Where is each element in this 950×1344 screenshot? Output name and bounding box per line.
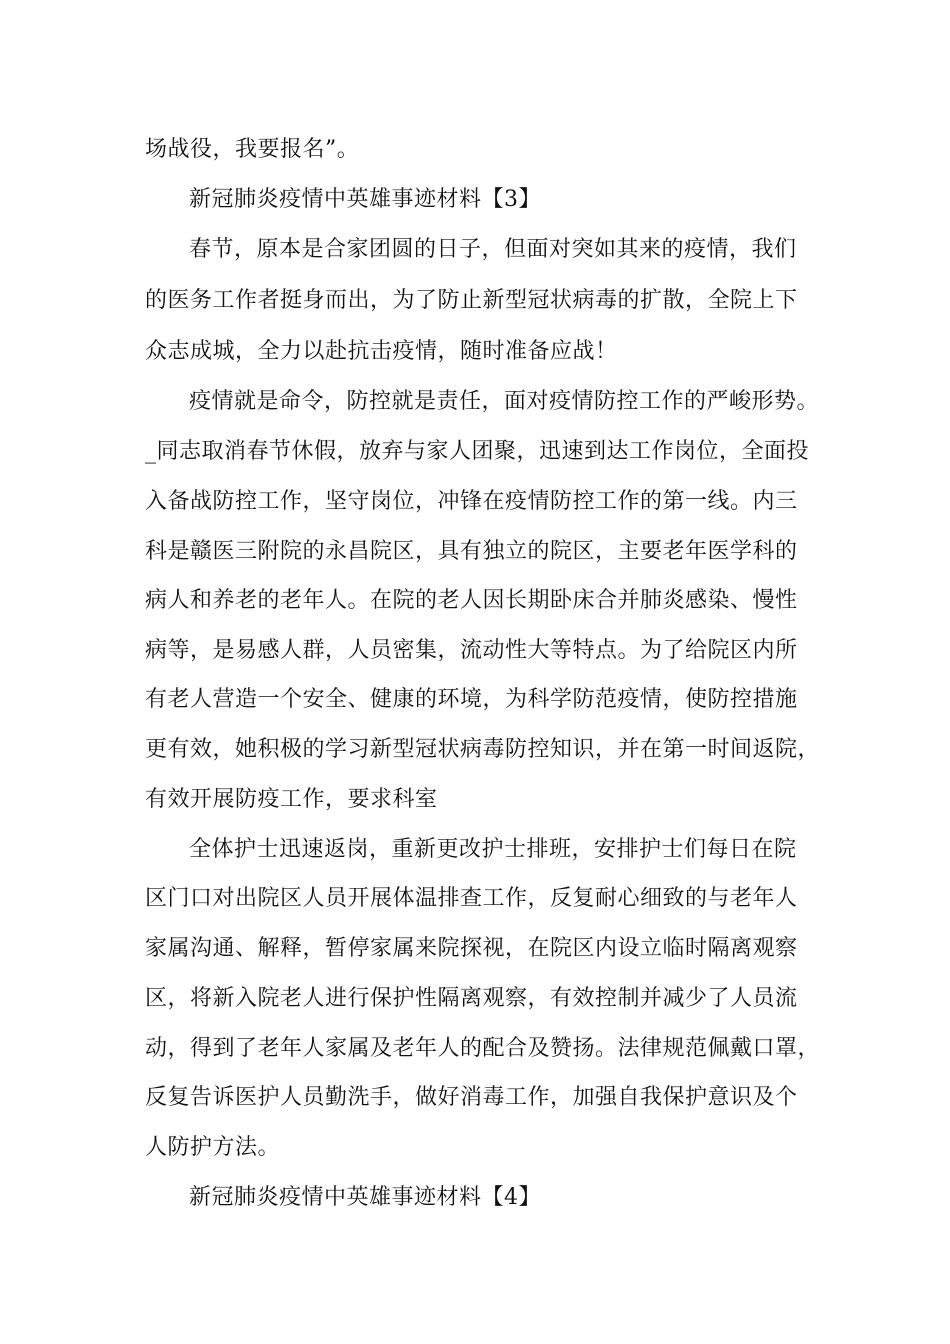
text-line: 有老人营造一个安全、健康的环境，为科学防范疫情，使防控措施: [145, 687, 798, 712]
text-line: 区，将新入院老人进行保护性隔离观察，有效控制并减少了人员流: [145, 986, 798, 1011]
section-heading: 新冠肺炎疫情中英雄事迹材料【3】: [189, 187, 541, 212]
text-line: 更有效，她积极的学习新型冠状病毒防控知识，并在第一时间返院，: [145, 737, 821, 762]
text-line: 人防护方法。: [145, 1135, 281, 1160]
text-line: 科是赣医三附院的永昌院区，具有独立的院区，主要老年医学科的: [145, 539, 798, 564]
section-heading: 新冠肺炎疫情中英雄事迹材料【4】: [189, 1185, 541, 1210]
text-line: 入备战防控工作，坚守岗位，冲锋在疫情防控工作的第一线。内三: [145, 489, 798, 514]
text-line: 场战役，我要报名”。: [145, 137, 360, 162]
text-line: 动，得到了老年人家属及老年人的配合及赞扬。法律规范佩戴口罩，: [145, 1036, 821, 1061]
text-line: 的医务工作者挺身而出，为了防止新型冠状病毒的扩散，全院上下: [145, 288, 798, 313]
text-line: 病人和养老的老年人。在院的老人因长期卧床合并肺炎感染、慢性: [145, 588, 798, 613]
text-line: 反复告诉医护人员勤洗手，做好消毒工作，加强自我保护意识及个: [145, 1085, 798, 1110]
text-line: 有效开展防疫工作，要求科室: [145, 787, 438, 812]
text-line: 病等，是易感人群，人员密集，流动性大等特点。为了给院区内所: [145, 638, 798, 663]
text-line: 众志成城，全力以赴抗击疫情，随时准备应战！: [145, 339, 618, 364]
text-line: 疫情就是命令，防控就是责任，面对疫情防控工作的严峻形势。: [189, 389, 820, 414]
text-line: 全体护士迅速返岗，重新更改护士排班，安排护士们每日在院: [189, 837, 797, 862]
text-line: _同志取消春节休假，放弃与家人团聚，迅速到达工作岗位，全面投: [145, 439, 810, 464]
text-line: 区门口对出院区人员开展体温排查工作，反复耐心细致的与老年人: [145, 886, 798, 911]
text-line: 家属沟通、解释，暂停家属来院探视，在院区内设立临时隔离观察: [145, 936, 798, 961]
text-line: 春节，原本是合家团圆的日子，但面对突如其来的疫情，我们: [189, 237, 797, 262]
